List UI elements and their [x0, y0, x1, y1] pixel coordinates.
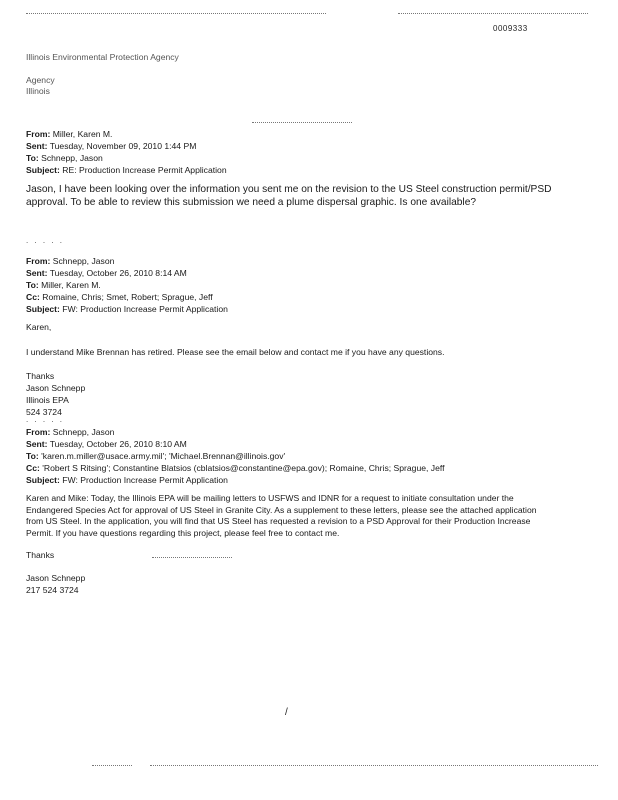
header-line-3: Illinois	[26, 86, 50, 96]
header-line-2: Agency	[26, 75, 55, 85]
separator-3: . . . . .	[26, 415, 65, 424]
email-3-subject: Subject: FW: Production Increase Permit Application	[26, 475, 228, 485]
email-1-subject: Subject: RE: Production Increase Permit Application	[26, 165, 227, 175]
header-line-1: Illinois Environmental Protection Agency	[26, 52, 179, 62]
email-1-header	[26, 128, 227, 176]
email-2-to: To: Miller, Karen M.	[26, 280, 101, 290]
email-2-subject: Subject: FW: Production Increase Permit Application	[26, 304, 228, 314]
email-2-body: I understand Mike Brennan has retired. Please see the email below and contact me if you have any questions.	[26, 347, 445, 357]
email-3-signature: Jason Schnepp 217 524 3724	[26, 573, 86, 595]
email-3-cc: Cc: 'Robert S Ritsing'; Constantine Blatsios (cblatsios@constantine@epa.gov); Romaine, Chris; Sprague, Jeff	[26, 463, 445, 473]
top-scan-border-left	[26, 13, 326, 14]
email-2-signature: Thanks Jason Schnepp Illinois EPA 524 3724	[26, 371, 86, 417]
stray-mark: /	[285, 707, 288, 718]
email-1-sent: Sent: Tuesday, November 09, 2010 1:44 PM	[26, 141, 197, 151]
email-2-greeting: Karen,	[26, 322, 52, 332]
separator-2: . . . . .	[26, 236, 65, 245]
email-2-cc: Cc: Romaine, Chris; Smet, Robert; Sprague, Jeff	[26, 292, 213, 302]
email-1-body: Jason, I have been looking over the information you sent me on the revision to the US Steel construction permit/PSD approval. To be able to review this submission we need a plume dispersal graphic. Is one available?	[26, 184, 552, 208]
email-2-sent: Sent: Tuesday, October 26, 2010 8:14 AM	[26, 268, 187, 278]
email-3-from: From: Schnepp, Jason	[26, 427, 115, 437]
email-3-sent: Sent: Tuesday, October 26, 2010 8:10 AM	[26, 439, 187, 449]
email-1-from: From: Miller, Karen M.	[26, 129, 113, 139]
bottom-scan-border-left	[92, 765, 132, 766]
email-3-body: Karen and Mike: Today, the Illinois EPA will be mailing letters to USFWS and IDNR for a request to initiate consultation under the Endangered Species Act for approval of US Steel in Granite City. As a supplement to these letters, please see the attached application from US Steel. In the application, you will find that US Steel has requested a revision to a PSD Approval for their Production Increase Permit. If you have questions regarding this project, please feel free to contact me.	[26, 493, 537, 538]
email-1-to: To: Schnepp, Jason	[26, 153, 103, 163]
document-id-stamp: 0009333	[493, 24, 528, 33]
separator-1	[252, 122, 352, 123]
bottom-scan-border-right	[150, 765, 598, 766]
separator-4	[152, 557, 232, 558]
email-3-thanks: Thanks	[26, 550, 55, 560]
email-3-header	[26, 426, 444, 486]
top-scan-border-right	[398, 13, 588, 14]
email-2-header	[26, 255, 228, 315]
email-2-from: From: Schnepp, Jason	[26, 256, 115, 266]
email-3-to: To: 'karen.m.miller@usace.army.mil'; 'Michael.Brennan@illinois.gov'	[26, 451, 286, 461]
